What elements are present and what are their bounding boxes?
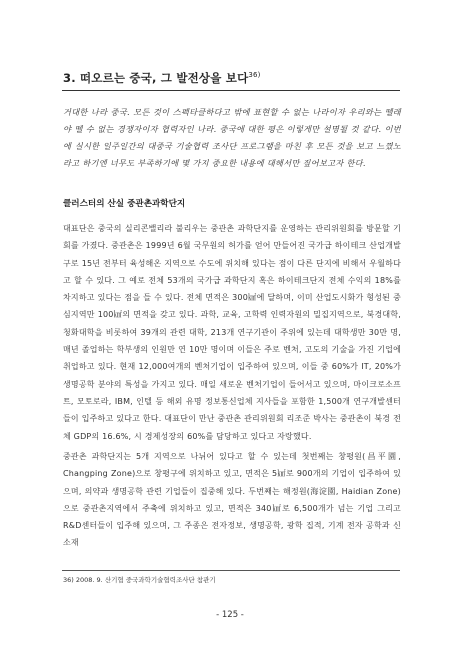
footnote: 36) 2008. 9. 산기협 중국과학기술협력조사단 참관기 xyxy=(63,576,216,584)
heading-title: 3. 떠오르는 중국, 그 발전상을 보다 xyxy=(63,71,249,85)
footnote-rule xyxy=(62,570,400,571)
paragraph-text: 중관촌 과학단지는 5개 지역으로 나뉘어 있다고 할 수 있는데 첫번째는 창평원(昌平園, Changping Zone)으로 창평구에 위치하고 있고, 면적은 5㎢로 900개의 기업이 입주하여 있으며, 의약과 생명공학 관련 기업들이 집중해 있다. 두번째는 해정원(海淀園, Haidian Zone)으로 중관촌지역에서 주축에 위치하고 있고, 면적은 340㎢로 6,500개가 넘는 기업 그리고 R&D센터들이 입주해 있으며, 그 주종은 전자정보, 생명공학, 광학 집적, 기계 전자 공학과 신소재 xyxy=(63,452,401,548)
heading-rule xyxy=(62,90,400,91)
section-subheading: 클러스터의 산실 중관촌과학단지 xyxy=(63,199,186,209)
body-paragraph-1 xyxy=(63,220,401,445)
body-paragraph-2 xyxy=(63,448,401,552)
section-heading xyxy=(63,70,403,86)
footnote-reference: 36) xyxy=(248,71,261,80)
page-number: - 125 - xyxy=(216,610,244,620)
paragraph-text: 대표단은 중국의 실리콘밸리라 불리우는 중관촌 과학단지를 운영하는 관리위원회를 방문할 기회를 가졌다. 중관촌은 1999년 6월 국무원의 허가를 얻어 만들어진 국가급 하이테크 산업개발구로 15년 전부터 육성해온 지역으로 수도에 위치해 있다는 점이 다른 단지에 비해서 우월하다고 할 수 있다. 그 예로 전체 53개의 국가급 과학단지 혹은 하이테크단지 전체 수익의 18%를 차지하고 있다는 점을 들 수 있다. 전체 면적은 300㎢에 달하며, 이미 산업도시화가 형성된 중심지역만 100㎢의 면적을 갖고 있다. 과학, 교육, 고학력 인력자원의 밀집지역으로, 북경대학, 청화대학을 비롯하여 39개의 관련 대학, 213개 연구기관이 주위에 있는데 대학생만 30만 명, 매년 졸업하는 학부생의 인원만 연 10만 명이며 이들은 주로 벤처, 고도의 기술을 가진 기업에 취업하고 있다. 현재 12,000여개의 벤처기업이 입주하여 있으며, 이들 중 60%가 IT, 20%가 생명공학 분야의 특성을 가지고 있다. 매일 새로운 벤처기업이 들어서고 있으며, 마이크로소프트, 모토로라, IBM, 인텔 등 해외 유명 정보통신업체 지사들을 포함한 1,500개 연구개발센터들이 입주하고 있다고 한다. 대표단이 만난 중관촌 관리위원회 리조준 박사는 중관촌이 북경 전체 GDP의 16.6%, 시 경제성장의 60%를 담당하고 있다고 자랑했다. xyxy=(63,224,401,441)
lead-paragraph: 거대한 나라 중국. 모든 것이 스펙타클하다고 밖에 표현할 수 없는 나라이자 우리와는 뗄래야 뗄 수 없는 경쟁자이자 협력자인 나라. 중국에 대한 평은 이렇게만 설명될 것 같다. 이번에 실시한 일주일간의 대중국 기술협력 조사단 프로그램을 마친 후 모든 것을 보고 느꼈노라고 하기엔 너무도 부족하기에 몇 가지 중요한 내용에 대해서만 짚어보고자 한다. xyxy=(63,107,401,168)
